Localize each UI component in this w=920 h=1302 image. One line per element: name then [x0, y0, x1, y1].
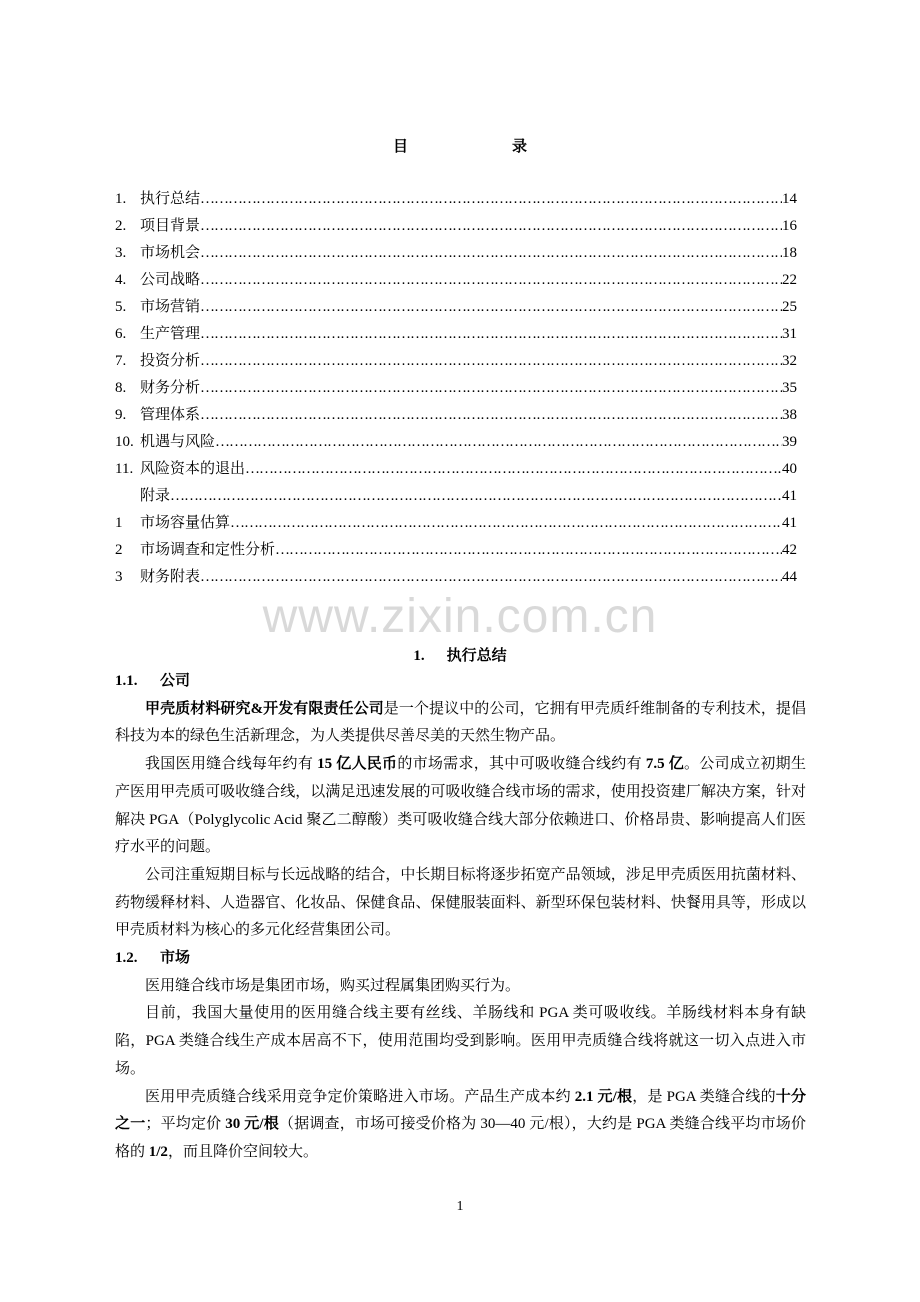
toc-dot-leader	[275, 537, 782, 564]
toc-entry-label: 执行总结	[140, 191, 201, 207]
toc-entry-number: 2	[115, 542, 123, 558]
toc-entry-number: 5.	[115, 299, 127, 315]
toc-entry-page: 16	[782, 218, 797, 234]
toc-entry-page: 42	[782, 542, 797, 558]
toc-dot-leader	[200, 240, 782, 267]
text-run: ，是 PGA 类缝合线的	[632, 1088, 776, 1105]
toc-entry-page: 41	[782, 515, 797, 531]
text-run: 医用甲壳质缝合线采用竞争定价策略进入市场。产品生产成本约	[145, 1088, 575, 1105]
toc-entry[interactable]	[115, 483, 797, 510]
bold-text: 7.5 亿	[645, 756, 684, 773]
text-run: 目前，我国大量使用的医用缝合线主要有丝线、羊肠线和 PGA 类可吸收线。羊肠线材料本身有缺陷，PGA 类缝合线生产成本居高不下，使用范围均受到影响。医用甲壳质缝合线将就这一切入点进入市场。	[115, 1005, 806, 1077]
toc-entry[interactable]	[115, 267, 797, 294]
toc-entry[interactable]	[115, 564, 797, 591]
toc-dot-leader	[245, 456, 782, 483]
toc-entry-number: 9.	[115, 407, 127, 423]
toc-dot-leader	[200, 402, 782, 429]
toc-entry-page: 41	[782, 488, 797, 504]
toc-dot-leader	[230, 510, 782, 537]
toc-entry[interactable]	[115, 294, 797, 321]
paragraph	[115, 1000, 806, 1083]
toc-entry[interactable]	[115, 510, 797, 537]
toc-entry-number: 7.	[115, 353, 127, 369]
subsection-title: 公司	[160, 673, 191, 689]
toc-entry[interactable]	[115, 186, 797, 213]
toc-entry[interactable]	[115, 213, 797, 240]
toc-entry-label: 机遇与风险	[140, 434, 216, 450]
toc-entry-page: 25	[782, 299, 797, 315]
page-number: 1	[456, 1199, 464, 1214]
subsection-heading	[115, 945, 806, 973]
toc-dot-leader	[200, 267, 782, 294]
bold-text: 30 元/根	[225, 1116, 279, 1133]
toc-entry-label: 公司战略	[140, 272, 201, 288]
subsection-number: 1.1.	[115, 673, 138, 689]
paragraph	[115, 1084, 806, 1167]
paragraph	[115, 862, 806, 945]
paragraph	[115, 973, 806, 1001]
subsection-title: 市场	[160, 950, 191, 967]
toc-entry-label: 市场容量估算	[140, 515, 231, 531]
bold-text: 甲壳质材料研究&开发有限责任公司	[145, 700, 384, 717]
toc-entry-label: 生产管理	[140, 326, 201, 342]
toc-entry[interactable]	[115, 348, 797, 375]
toc-entry[interactable]	[115, 321, 797, 348]
toc-entry-label: 市场机会	[140, 245, 201, 261]
toc-entry-number: 1	[115, 515, 123, 531]
subsection-number: 1.2.	[115, 950, 138, 967]
toc-entry-label: 财务附表	[140, 569, 201, 585]
toc-entry-page: 32	[782, 353, 797, 369]
toc-entry-page: 38	[782, 407, 797, 423]
toc-entry[interactable]	[115, 402, 797, 429]
toc-entry[interactable]	[115, 375, 797, 402]
toc-dot-leader	[215, 429, 782, 456]
toc-entry-page: 31	[782, 326, 797, 342]
subsection-heading	[115, 668, 806, 696]
paragraph	[115, 696, 806, 751]
toc-entry[interactable]	[115, 429, 797, 456]
text-run: （据调查，市场可接受价格为 30—40 元/根），大约是 PGA 类缝合线平均市场价格的	[115, 1116, 806, 1160]
toc-entry-number: 1.	[115, 191, 127, 207]
toc-entry-number: 2.	[115, 218, 127, 234]
toc-entry-label: 财务分析	[140, 380, 201, 396]
text-run: 医用缝合线市场是集团市场，购买过程属集团购买行为。	[145, 977, 521, 994]
toc-dot-leader	[200, 186, 782, 213]
toc-entry-label: 管理体系	[140, 407, 201, 423]
toc-entry-number: 10.	[115, 434, 134, 450]
toc-title-right: 录	[512, 139, 528, 155]
bold-text: 15 亿人民币	[317, 756, 398, 773]
toc-dot-leader	[170, 483, 782, 510]
text-run: 的市场需求，其中可吸收缝合线约有	[397, 756, 646, 773]
toc-entry-number: 11.	[115, 461, 134, 477]
toc-dot-leader	[200, 564, 782, 591]
section-number: 1.	[413, 648, 425, 664]
toc-entry-label: 附录	[140, 488, 171, 504]
text-run: 是一个提议中的公司，它拥有甲壳质纤维制备的专利技术，提倡科技为本的绿色生活新理念，为人类提供尽善尽美的天然生物产品。	[115, 700, 806, 745]
bold-text: 1/2	[148, 1143, 168, 1160]
toc-entry[interactable]	[115, 240, 797, 267]
toc-entry-page: 40	[782, 461, 797, 477]
toc-entry-page: 39	[782, 434, 797, 450]
text-run: 公司注重短期目标与长远战略的结合，中长期目标将逐步拓宽产品领域，涉足甲壳质医用抗菌材料、药物缓释材料、人造器官、化妆品、保健食品、保健服装面料、新型环保包装材料、快餐用具等，形成以甲壳质材料为核心的多元化经营集团公司。	[115, 866, 806, 939]
toc-title-left: 目	[392, 139, 408, 155]
toc-entry-number: 3	[115, 569, 123, 585]
toc-entry[interactable]	[115, 537, 797, 564]
text-run: 。公司成立初期生产医用甲壳质可吸收缝合线，以满足迅速发展的可吸收缝合线市场的需求，使用投资建厂解决方案，针对解决 PGA（Polyglycolic Acid 聚乙二醇酸）类可吸收缝合线大部分依赖进口、价格昂贵、影响提高人们医疗水平的问题。	[115, 756, 806, 856]
toc-entry-label: 项目背景	[140, 218, 201, 234]
toc-entry-number: 3.	[115, 245, 127, 261]
paragraph	[115, 751, 806, 862]
toc-entry-label: 风险资本的退出	[140, 461, 246, 477]
toc-dot-leader	[200, 321, 782, 348]
toc-entry[interactable]	[115, 456, 797, 483]
toc-dot-leader	[200, 348, 782, 375]
bold-text: 十分之一	[115, 1088, 806, 1133]
toc-dot-leader	[200, 213, 782, 240]
table-of-contents	[115, 186, 797, 591]
text-run: ；平均定价	[145, 1116, 226, 1133]
toc-title	[0, 137, 920, 157]
document-body	[115, 668, 806, 1167]
section-heading	[0, 646, 920, 666]
bold-text: 2.1 元/根	[574, 1088, 633, 1105]
toc-dot-leader	[200, 375, 782, 402]
toc-entry-number: 4.	[115, 272, 127, 288]
toc-entry-page: 18	[782, 245, 797, 261]
watermark: www.zixin.com.cn	[262, 590, 658, 643]
toc-entry-label: 投资分析	[140, 353, 201, 369]
toc-entry-label: 市场营销	[140, 299, 201, 315]
toc-entry-page: 22	[782, 272, 797, 288]
toc-entry-number: 6.	[115, 326, 127, 342]
text-run: 我国医用缝合线每年约有	[145, 756, 318, 773]
toc-entry-label: 市场调查和定性分析	[140, 542, 276, 558]
text-run: ，而且降价空间较大。	[167, 1143, 318, 1160]
toc-entry-number: 8.	[115, 380, 127, 396]
toc-entry-page: 14	[782, 191, 797, 207]
toc-entry-page: 44	[782, 569, 797, 585]
toc-entry-page: 35	[782, 380, 797, 396]
section-title: 执行总结	[446, 648, 507, 664]
toc-dot-leader	[200, 294, 782, 321]
